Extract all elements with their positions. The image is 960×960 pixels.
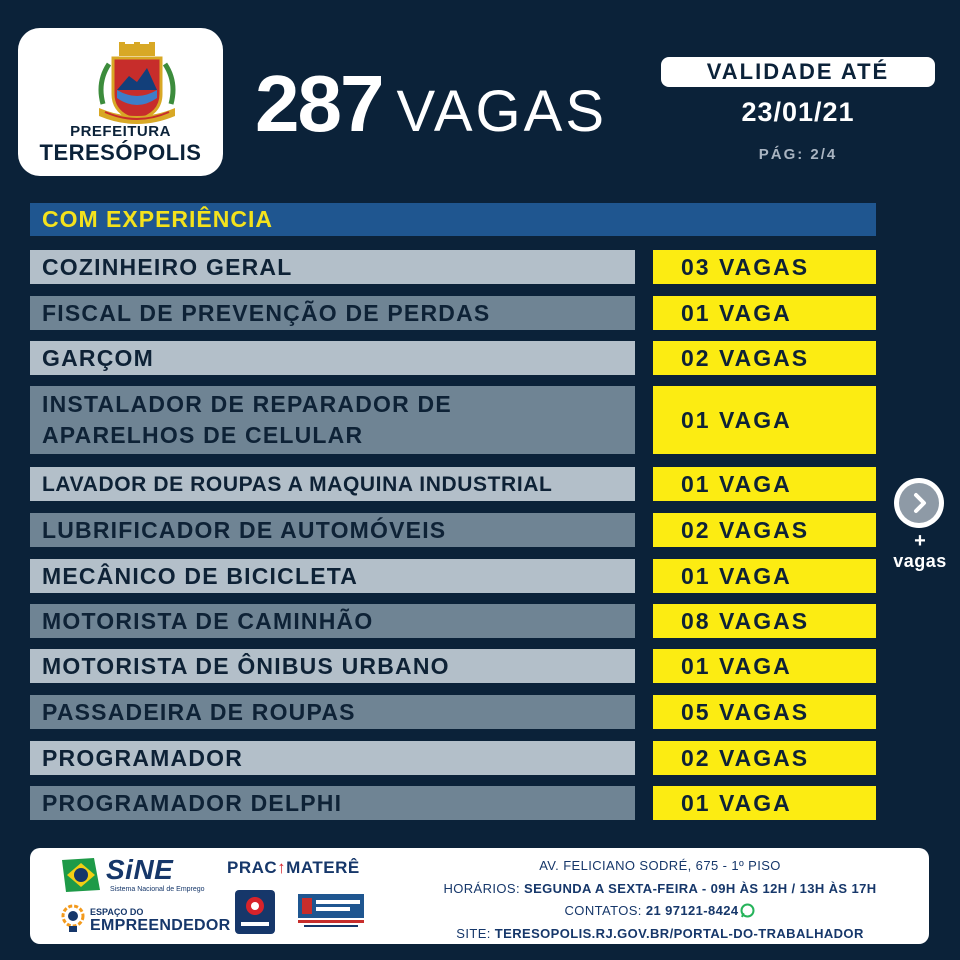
- prefeitura-logo: [18, 28, 223, 176]
- job-title: MOTORISTA DE ÔNIBUS URBANO: [30, 649, 635, 683]
- site-label: SITE:: [456, 925, 495, 941]
- sine-logo-text: SiNE: [106, 854, 174, 885]
- job-vacancy-count: 01 VAGA: [653, 467, 876, 501]
- site-link[interactable]: TERESOPOLIS.RJ.GOV.BR/PORTAL-DO-TRABALHADOR: [494, 925, 864, 941]
- logo-prefeitura-text: PREFEITURA: [70, 123, 171, 140]
- job-title: MOTORISTA DE CAMINHÃO: [30, 604, 635, 638]
- empreendedor-main: EMPREENDEDOR: [90, 917, 231, 934]
- job-vacancy-count: 03 VAGAS: [653, 250, 876, 284]
- praca-arrow-icon: ↑: [277, 858, 287, 877]
- praca-logo-part1: PRAC: [227, 858, 278, 877]
- section-header: COM EXPERIÊNCIA: [30, 203, 876, 236]
- job-title: GARÇOM: [30, 341, 635, 375]
- brazil-flag-icon: [60, 856, 102, 894]
- praca-logo-part2: MATERÊ: [286, 858, 360, 877]
- more-vacancies-label: vagas: [893, 551, 947, 571]
- next-page-button[interactable]: [894, 478, 944, 528]
- job-row: [30, 786, 876, 820]
- praca-materê-logo: [227, 858, 360, 878]
- job-row: [30, 467, 876, 501]
- job-vacancy-count: 01 VAGA: [653, 296, 876, 330]
- job-row: [30, 513, 876, 547]
- job-vacancy-count: 02 VAGAS: [653, 513, 876, 547]
- validity-label: VALIDADE ATÉ: [661, 57, 935, 87]
- logo-city-text: TERESÓPOLIS: [39, 140, 202, 165]
- job-row: [30, 741, 876, 775]
- contact-info: [400, 855, 920, 945]
- validity-date: 23/01/21: [741, 97, 855, 127]
- vacancy-headline: [255, 58, 607, 150]
- phone-number[interactable]: 21 97121-8424: [645, 903, 739, 918]
- job-vacancy-count: 08 VAGAS: [653, 604, 876, 638]
- job-row: [30, 250, 876, 284]
- lightbulb-gear-icon: [60, 904, 86, 934]
- job-title: COZINHEIRO GERAL: [30, 250, 635, 284]
- job-title: PROGRAMADOR: [30, 741, 635, 775]
- contacts-line: [400, 900, 920, 923]
- job-row: [30, 386, 876, 454]
- job-vacancy-count: 01 VAGA: [653, 559, 876, 593]
- contacts-label: CONTATOS:: [564, 903, 646, 918]
- address-text: AV. FELICIANO SODRÉ, 675 - 1º PISO: [539, 858, 781, 873]
- job-row: [30, 695, 876, 729]
- job-title: MECÂNICO DE BICICLETA: [30, 559, 635, 593]
- job-title: PROGRAMADOR DELPHI: [30, 786, 635, 820]
- hours-label: HORÁRIOS:: [443, 880, 525, 896]
- job-vacancy-count: 02 VAGAS: [653, 741, 876, 775]
- city-crest-icon: [95, 42, 179, 136]
- chevron-right-icon: [899, 483, 939, 523]
- more-plus: +: [914, 530, 926, 552]
- job-row: [30, 341, 876, 375]
- job-vacancy-count: 05 VAGAS: [653, 695, 876, 729]
- whatsapp-icon: [740, 903, 755, 918]
- empreendedor-top: ESPAÇO DO: [90, 907, 144, 917]
- job-title: INSTALADOR DE REPARADOR DE APARELHOS DE CELULAR: [30, 386, 635, 454]
- job-row: [30, 559, 876, 593]
- total-vacancies-count: 287: [255, 59, 383, 148]
- job-row: [30, 604, 876, 638]
- emprega-tere-logo-icon: [235, 890, 275, 934]
- job-row: [30, 296, 876, 330]
- job-title: LUBRIFICADOR DE AUTOMÓVEIS: [30, 513, 635, 547]
- job-title: FISCAL DE PREVENÇÃO DE PERDAS: [30, 296, 635, 330]
- site-line: [400, 923, 920, 946]
- hours-line: [400, 878, 920, 901]
- job-vacancy-count: 02 VAGAS: [653, 341, 876, 375]
- sine-subtitle: Sistema Nacional de Emprego: [110, 886, 205, 893]
- prefeitura-small-logo-icon: [298, 894, 364, 930]
- page-indicator: PÁG: 2/4: [758, 146, 838, 163]
- footer-info-card: [30, 848, 929, 944]
- job-title: PASSADEIRA DE ROUPAS: [30, 695, 635, 729]
- vacancies-word: VAGAS: [396, 79, 608, 144]
- job-vacancy-count: 01 VAGA: [653, 649, 876, 683]
- job-vacancy-count: 01 VAGA: [653, 786, 876, 820]
- job-vacancy-count: 01 VAGA: [653, 386, 876, 454]
- job-row: [30, 649, 876, 683]
- job-title: LAVADOR DE ROUPAS A MAQUINA INDUSTRIAL: [30, 467, 635, 501]
- hours-value: SEGUNDA A SEXTA-FEIRA - 09H ÀS 12H / 13H ÀS 17H: [524, 880, 877, 896]
